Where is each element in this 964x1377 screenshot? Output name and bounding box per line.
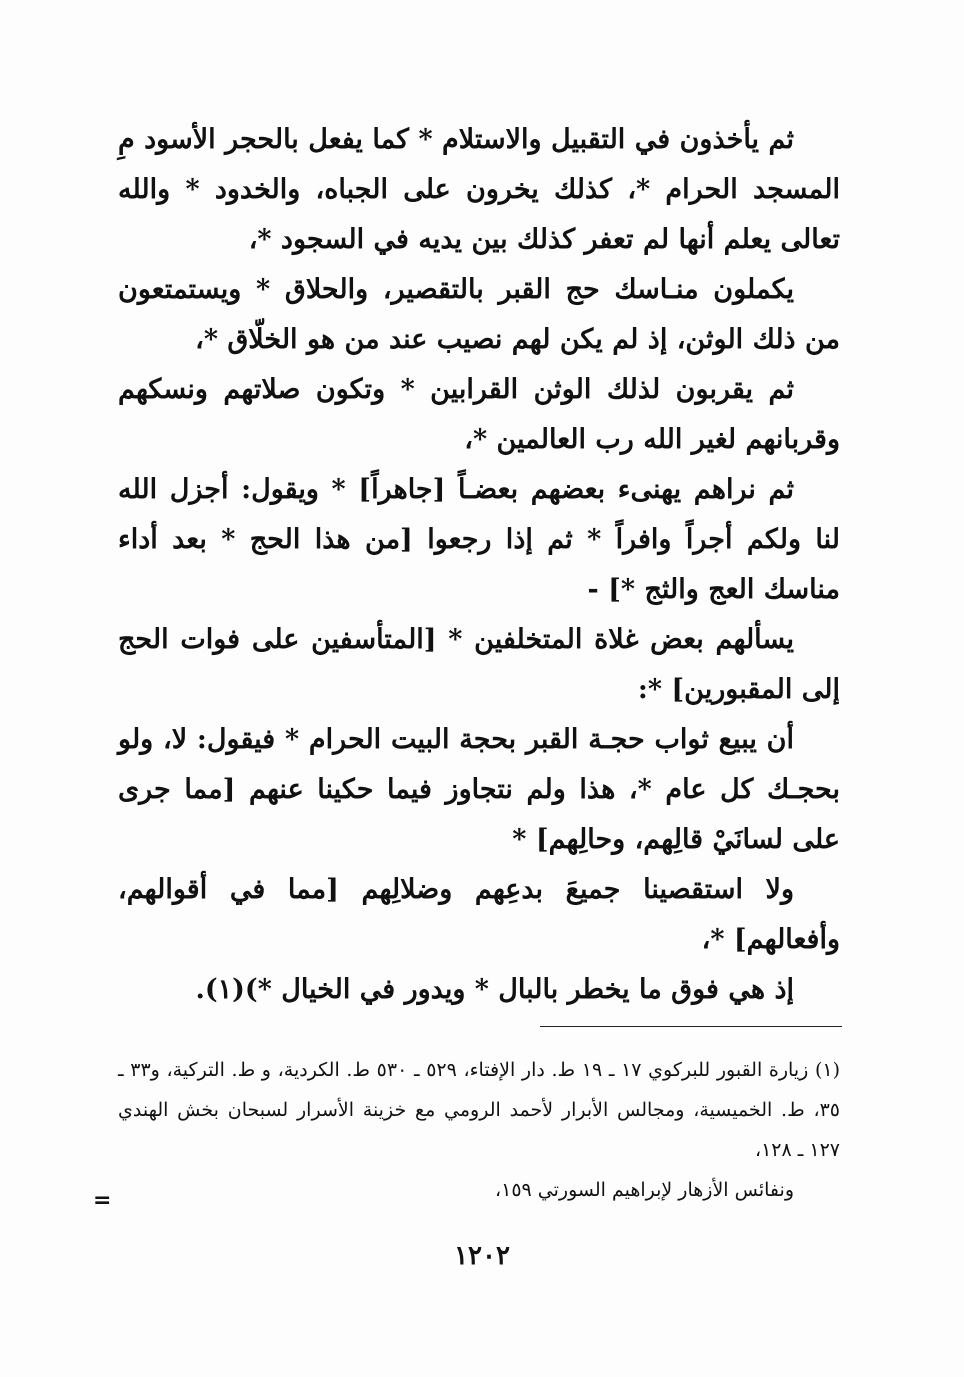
footnote-1: (١) زيارة القبور للبركوي ١٧ ـ ١٩ ط. دار الإفتاء، ٥٢٩ ـ ٥٣٠ ط. الكردية، و ط. التركية، و٣٣ ـ ٣٥، ط. الخميسية، ومجالس الأبرار لأحمد الرومي مع خزينة الأسرار لسبحان بخش الهندي ١٢٧ ـ ١٢٨،: [118, 1059, 840, 1161]
paragraph: يسألهم بعض غلاة المتخلفين * [المتأسفين على فوات الحج إلى المقبورين] *:: [118, 624, 840, 705]
paragraph: ولا استقصينا جميعَ بدعِهم وضلالِهم [مما في أقوالهم، وأفعالهم] *،: [118, 874, 840, 955]
main-text: [118, 115, 840, 1015]
paragraph: ثم يقربون لذلك الوثن القرابين * وتكون صلاتهم ونسكهم وقربانهم لغير الله رب العالمين *،: [118, 374, 840, 455]
footnotes: [118, 1050, 840, 1210]
paragraph: ثم يأخذون في التقبيل والاستلام * كما يفعل بالحجر الأسود مِ المسجد الحرام *، كذلك يخرون على الجباه، والخدود * والله تعالى يعلم أنها لم تعفر كذلك بين يديه في السجود *،: [118, 124, 840, 255]
footnote-1-continued: ونفائس الأزهار لإبراهيم السورتي ١٥٩،: [495, 1179, 794, 1201]
paragraph: يكملون منـاسك حج القبر بالتقصير، والحلاق * ويستمتعون من ذلك الوثن، إذ لم يكن لهم نصيب عند من هو الخلّاق *،: [118, 274, 840, 355]
page-number: ١٢٠٢: [454, 1241, 510, 1271]
paragraph: أن يبيع ثواب حجـة القبر بحجة البيت الحرام * فيقول: لا، ولو بحجـك كل عام *، هذا ولم نتجاوز فيما حكينا عنهم [مما جرى على لسانَيْ قالِهم، وحالِهم] *: [118, 724, 840, 855]
paragraph: إذ هي فوق ما يخطر بالبال * ويدور في الخيال *)(١).: [195, 974, 794, 1005]
footnote-separator: [540, 1026, 842, 1027]
footnote-continuation-mark: =: [93, 1188, 112, 1213]
paragraph: ثم نراهم يهنىء بعضهم بعضـاً [جاهراً] * ويقول: أجزل الله لنا ولكم أجراً وافراً * ثم إذا رجعوا [من هذا الحج * بعد أداء مناسك العج والثج *] -: [118, 474, 840, 605]
